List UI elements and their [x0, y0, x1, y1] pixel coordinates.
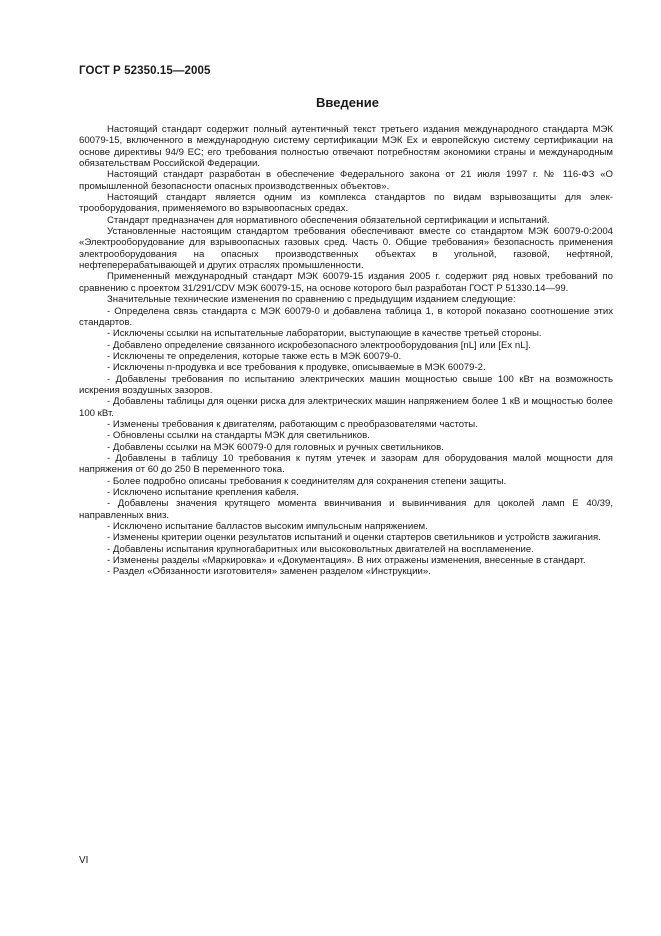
section-title-text: Введение: [316, 95, 379, 110]
list-item: - Исключены ссылки на испытательные лаборатории, выступающие в качестве третьей стороны.: [107, 328, 542, 340]
list-item: - Изменены разделы «Маркировка» и «Документация». В них отражены изменения, внесенные в стандарт.: [107, 555, 586, 567]
list-item: - Раздел «Обязанности изготовителя» заменен разделом «Инструкции».: [107, 566, 431, 578]
paragraph: Настоящий стандарт является одним из комплекса стандартов по видам взрывозащиты для электрооборудования, применяемого во взрывоопасных средах.: [79, 192, 613, 215]
list-item: - Добавлены значения крутящего момента ввинчивания и вывинчивания для цоколей ламп Е 40/39, направленных вниз.: [79, 498, 613, 521]
paragraph: Установленные настоящим стандартом требования обеспечивают вместе со стандартом МЭК 60079-0:2004 «Электрооборудование для взрывоопасных газовых сред. Часть 0. Общие требования» безопасность применения электрооборудования на опасных производственных объектах в угольной, газовой, нефтяной, нефтеперерабатывающей и других отраслях промышленности.: [79, 226, 613, 272]
paragraph: Значительные технические изменения по сравнению с предыдущим изданием следующие:: [107, 294, 516, 306]
list-item: - Добавлены требования по испытанию электрических машин мощностью свыше 100 кВт на возможность искрения воздушных зазоров.: [79, 373, 613, 396]
list-item: - Исключены те определения, которые также есть в МЭК 60079-0.: [107, 350, 402, 362]
list-item: - Исключены n-продувка и все требования к продувке, описываемые в МЭК 60079-2.: [107, 362, 486, 374]
paragraph: Стандарт предназначен для нормативного обеспечения обязательной сертификации и испытаний.: [107, 214, 550, 226]
list-item: - Изменены критерии оценки результатов испытаний и оценки стартеров светильников и устройств зажигания.: [107, 532, 601, 544]
paragraph: Настоящий стандарт содержит полный аутентичный текст третьего издания международного стандарта МЭК 60079-15, включенного в международную систему сертификации МЭК Ex и европейскую систему сертификации на основе директивы 94/9 EC; его требования полностью отвечают потребностям экономики страны и международным обязательствам Российской Федерации.: [79, 124, 613, 170]
section-title: [0, 95, 661, 110]
list-item: - Добавлены в таблицу 10 требования к путям утечек и зазорам для оборудования малой мощности для напряжения от 60 до 250 В переменного тока.: [79, 452, 613, 476]
list-item: - Определена связь стандарта с МЭК 60079-0 и добавлена таблица 1, в которой показано соотношение этих стандартов.: [79, 305, 613, 328]
list-item: - Обновлены ссылки на стандарты МЭК для светильников.: [107, 430, 370, 442]
paragraph: Примененный международный стандарт МЭК 60079-15 издания 2005 г. содержит ряд новых требований по сравнению с проектом 31/291/CDV МЭК 60079-15, на основе которого был разработан ГОСТ Р 51330.14—99.: [79, 271, 613, 294]
list-item: - Добавлено определение связанного искробезопасного электрооборудования [nL] или [Ex nL].: [107, 339, 531, 351]
paragraph: Настоящий стандарт разработан в обеспечение Федерального закона от 21 июля 1997 г. № 116-ФЗ «О промышленной безопасности опасных производственных объектов».: [79, 169, 613, 192]
body-text: [79, 124, 613, 578]
list-item: - Добавлены ссылки на МЭК 60079-0 для головных и ручных светильников.: [107, 441, 444, 453]
list-item: - Исключено испытание балластов высоким импульсным напряжением.: [107, 521, 428, 533]
list-item: - Добавлены таблицы для оценки риска для электрических машин напряжением более 1 кВ и мощностью более 100 кВт.: [79, 396, 613, 419]
list-item: - Изменены требования к двигателям, работающим с преобразователями частоты.: [107, 418, 478, 430]
document-header: ГОСТ Р 52350.15—2005: [79, 65, 211, 77]
list-item: - Добавлены испытания крупногабаритных или высоковольтных двигателей на воспламенение.: [107, 543, 534, 555]
list-item: - Более подробно описаны требования к соединителям для сохранения степени защиты.: [107, 475, 507, 487]
list-item: - Исключено испытание крепления кабеля.: [107, 487, 299, 498]
page-number: VI: [79, 855, 89, 866]
